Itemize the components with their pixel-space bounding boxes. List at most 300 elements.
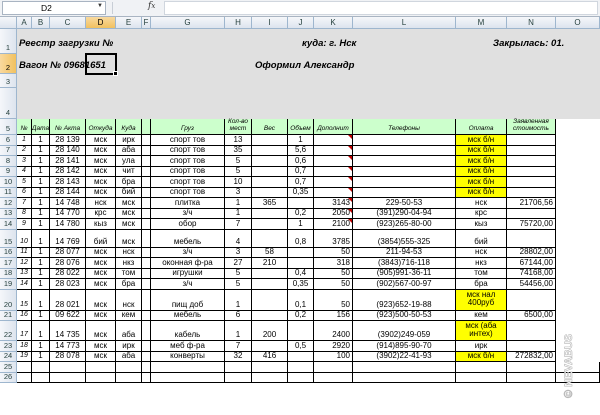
cell-n-row-13[interactable] — [507, 209, 556, 220]
cell-f-row-11[interactable] — [142, 188, 151, 199]
empty-cell-h-row-20[interactable] — [225, 362, 252, 373]
cell-f-row-7[interactable] — [142, 146, 151, 157]
cell-c-row-20[interactable]: 28 021 — [50, 290, 86, 311]
cell-h-row-8[interactable]: 5 — [225, 156, 252, 167]
cell-i-row-15[interactable] — [252, 230, 288, 248]
cell-e-row-13[interactable]: мск — [116, 209, 142, 220]
cell-h-row-17[interactable]: 27 — [225, 258, 252, 269]
cell-m-row-7[interactable]: мск б/н — [456, 146, 507, 157]
cell-c-row-9[interactable]: 28 142 — [50, 167, 86, 178]
row-header-12[interactable]: 12 — [0, 198, 17, 209]
cell-j-row-14[interactable]: 1 — [288, 219, 314, 230]
cell-f-row-10[interactable] — [142, 177, 151, 188]
empty-cell-i-row-21[interactable] — [252, 373, 288, 384]
empty-cell-j-row-21[interactable] — [288, 373, 314, 384]
cell-b-row-15[interactable]: 1 — [32, 230, 50, 248]
cell-a-row-23[interactable]: 18 — [17, 341, 32, 352]
cell-g-row-13[interactable]: з/ч — [151, 209, 225, 220]
cell-n-row-9[interactable] — [507, 167, 556, 178]
empty-cell-d-row-21[interactable] — [86, 373, 116, 384]
cell-g-row-9[interactable]: спорт тов — [151, 167, 225, 178]
row-header-18[interactable]: 18 — [0, 269, 17, 280]
column-header-i[interactable]: I — [252, 17, 288, 29]
cell-b-row-24[interactable]: 1 — [32, 352, 50, 363]
cell-n-row-8[interactable] — [507, 156, 556, 167]
cell-b-row-6[interactable]: 1 — [32, 135, 50, 146]
row-header-7[interactable]: 7 — [0, 146, 17, 157]
cell-a-row-17[interactable]: 12 — [17, 258, 32, 269]
empty-cell-c-row-20[interactable] — [50, 362, 86, 373]
cell-m-row-17[interactable]: нкз — [456, 258, 507, 269]
cell-g-row-14[interactable]: обор — [151, 219, 225, 230]
cell-m-row-20[interactable]: мск нал 400руб — [456, 290, 507, 311]
comment-indicator-icon[interactable] — [348, 167, 352, 171]
cell-a-row-21[interactable]: 16 — [17, 311, 32, 322]
cell-i-row-22[interactable]: 200 — [252, 321, 288, 341]
cell-k-row-11[interactable] — [314, 188, 353, 199]
cell-e-row-6[interactable]: ирк — [116, 135, 142, 146]
cell-a-row-11[interactable]: 6 — [17, 188, 32, 199]
cell-f-row-17[interactable] — [142, 258, 151, 269]
cell-h-row-16[interactable]: 3 — [225, 248, 252, 259]
cell-i-row-7[interactable] — [252, 146, 288, 157]
cell-k-row-15[interactable]: 3785 — [314, 230, 353, 248]
cell-c-row-8[interactable]: 28 141 — [50, 156, 86, 167]
cell-a-row-24[interactable]: 19 — [17, 352, 32, 363]
cell-c-row-14[interactable]: 14 780 — [50, 219, 86, 230]
cell-b-row-10[interactable]: 1 — [32, 177, 50, 188]
cell-h-row-22[interactable]: 1 — [225, 321, 252, 341]
row-header-1[interactable]: 1 — [0, 29, 17, 54]
column-header-h[interactable]: H — [225, 17, 252, 29]
cell-k-row-21[interactable]: 156 — [314, 311, 353, 322]
cell-i-row-10[interactable] — [252, 177, 288, 188]
cell-h-row-10[interactable]: 10 — [225, 177, 252, 188]
cell-k-row-9[interactable] — [314, 167, 353, 178]
comment-indicator-icon[interactable] — [348, 146, 352, 150]
cell-b-row-14[interactable]: 1 — [32, 219, 50, 230]
row-header-8[interactable]: 8 — [0, 156, 17, 167]
cell-f-row-19[interactable] — [142, 279, 151, 290]
cell-b-row-12[interactable]: 1 — [32, 198, 50, 209]
empty-cell-h-row-21[interactable] — [225, 373, 252, 384]
cell-l-row-7[interactable] — [353, 146, 456, 157]
cell-d-row-9[interactable]: мск — [86, 167, 116, 178]
row-header-21[interactable]: 21 — [0, 311, 17, 322]
cell-f-row-18[interactable] — [142, 269, 151, 280]
cell-a-row-16[interactable]: 11 — [17, 248, 32, 259]
cell-j-row-9[interactable]: 0,7 — [288, 167, 314, 178]
fill-handle[interactable] — [113, 71, 118, 76]
empty-cell-a-row-21[interactable] — [17, 373, 32, 384]
empty-cell-c-row-21[interactable] — [50, 373, 86, 384]
cell-l-row-20[interactable]: (923)652-19-88 — [353, 290, 456, 311]
cell-c-row-12[interactable]: 14 748 — [50, 198, 86, 209]
cell-m-row-9[interactable]: мск б/н — [456, 167, 507, 178]
cell-j-row-19[interactable]: 0,35 — [288, 279, 314, 290]
cell-m-row-8[interactable]: мск б/н — [456, 156, 507, 167]
cell-e-row-10[interactable]: бра — [116, 177, 142, 188]
cell-d-row-15[interactable]: бий — [86, 230, 116, 248]
cell-g-row-18[interactable]: игрушки — [151, 269, 225, 280]
cell-l-row-11[interactable] — [353, 188, 456, 199]
cell-j-row-12[interactable] — [288, 198, 314, 209]
cell-m-row-22[interactable]: мск (аба интех) — [456, 321, 507, 341]
cell-f-row-21[interactable] — [142, 311, 151, 322]
cell-g-row-23[interactable]: меб ф-ра — [151, 341, 225, 352]
cell-j-row-7[interactable]: 5,6 — [288, 146, 314, 157]
cell-c-row-13[interactable]: 14 770 — [50, 209, 86, 220]
row-header-24[interactable]: 24 — [0, 352, 17, 363]
cell-f-row-9[interactable] — [142, 167, 151, 178]
cell-b-row-17[interactable]: 1 — [32, 258, 50, 269]
cell-g-row-21[interactable]: мебель — [151, 311, 225, 322]
column-header-n[interactable]: N — [507, 17, 556, 29]
cell-k-row-7[interactable] — [314, 146, 353, 157]
cell-l-row-12[interactable]: 229-50-53 — [353, 198, 456, 209]
cell-d-row-8[interactable]: мск — [86, 156, 116, 167]
cell-g-row-24[interactable]: конверты — [151, 352, 225, 363]
empty-cell-b-row-20[interactable] — [32, 362, 50, 373]
cell-g-row-12[interactable]: плитка — [151, 198, 225, 209]
cell-d-row-20[interactable]: мск — [86, 290, 116, 311]
cell-g-row-15[interactable]: мебель — [151, 230, 225, 248]
comment-indicator-icon[interactable] — [348, 177, 352, 181]
cell-l-row-9[interactable] — [353, 167, 456, 178]
empty-cell-k-row-21[interactable] — [314, 373, 353, 384]
cell-k-row-19[interactable]: 50 — [314, 279, 353, 290]
cell-d-row-16[interactable]: мск — [86, 248, 116, 259]
cell-e-row-18[interactable]: том — [116, 269, 142, 280]
cell-m-row-13[interactable]: крс — [456, 209, 507, 220]
cell-m-row-19[interactable]: бра — [456, 279, 507, 290]
cell-k-row-16[interactable]: 50 — [314, 248, 353, 259]
comment-indicator-icon[interactable] — [348, 188, 352, 192]
cell-m-row-15[interactable]: бий — [456, 230, 507, 248]
cell-d-row-18[interactable]: мск — [86, 269, 116, 280]
cell-g-row-6[interactable]: спорт тов — [151, 135, 225, 146]
cell-a-row-20[interactable]: 15 — [17, 290, 32, 311]
cell-m-row-6[interactable]: мск б/н — [456, 135, 507, 146]
row-header-9[interactable]: 9 — [0, 167, 17, 178]
cell-n-row-21[interactable]: 6500,00 — [507, 311, 556, 322]
cell-n-row-22[interactable] — [507, 321, 556, 341]
cell-i-row-17[interactable]: 210 — [252, 258, 288, 269]
row-header-17[interactable]: 17 — [0, 258, 17, 269]
cell-j-row-20[interactable]: 0,1 — [288, 290, 314, 311]
cell-n-row-18[interactable]: 74168,00 — [507, 269, 556, 280]
cell-h-row-19[interactable]: 5 — [225, 279, 252, 290]
cell-f-row-16[interactable] — [142, 248, 151, 259]
cell-l-row-17[interactable]: (3843)716-118 — [353, 258, 456, 269]
cell-n-row-14[interactable]: 75720,00 — [507, 219, 556, 230]
row-header-26[interactable]: 26 — [0, 373, 17, 384]
cell-b-row-21[interactable]: 1 — [32, 311, 50, 322]
cell-j-row-24[interactable] — [288, 352, 314, 363]
cell-f-row-12[interactable] — [142, 198, 151, 209]
row-header-16[interactable]: 16 — [0, 248, 17, 259]
cell-h-row-9[interactable]: 5 — [225, 167, 252, 178]
cell-k-row-6[interactable] — [314, 135, 353, 146]
cell-i-row-21[interactable] — [252, 311, 288, 322]
cell-n-row-12[interactable]: 21706,56 — [507, 198, 556, 209]
empty-cell-n-row-20[interactable] — [507, 362, 556, 373]
cell-i-row-16[interactable]: 58 — [252, 248, 288, 259]
cell-k-row-14[interactable]: 2100 — [314, 219, 353, 230]
cell-n-row-6[interactable] — [507, 135, 556, 146]
cell-j-row-23[interactable]: 0,5 — [288, 341, 314, 352]
cell-d-row-14[interactable]: кыз — [86, 219, 116, 230]
cell-l-row-19[interactable]: (902)567-00-97 — [353, 279, 456, 290]
cell-a-row-7[interactable]: 2 — [17, 146, 32, 157]
cell-h-row-15[interactable]: 4 — [225, 230, 252, 248]
cell-d-row-23[interactable]: мск — [86, 341, 116, 352]
cell-h-row-14[interactable]: 7 — [225, 219, 252, 230]
cell-c-row-23[interactable]: 14 773 — [50, 341, 86, 352]
cell-c-row-6[interactable]: 28 139 — [50, 135, 86, 146]
cell-g-row-17[interactable]: оконная ф-ра — [151, 258, 225, 269]
cell-a-row-18[interactable]: 13 — [17, 269, 32, 280]
cell-j-row-15[interactable]: 0,8 — [288, 230, 314, 248]
cell-e-row-11[interactable]: бий — [116, 188, 142, 199]
cell-e-row-16[interactable]: нск — [116, 248, 142, 259]
cell-l-row-24[interactable]: (3902)22-41-93 — [353, 352, 456, 363]
cell-i-row-14[interactable] — [252, 219, 288, 230]
cell-j-row-22[interactable] — [288, 321, 314, 341]
cell-a-row-6[interactable]: 1 — [17, 135, 32, 146]
cell-i-row-19[interactable] — [252, 279, 288, 290]
cell-h-row-11[interactable]: 3 — [225, 188, 252, 199]
cell-j-row-13[interactable]: 0,2 — [288, 209, 314, 220]
cell-a-row-12[interactable]: 7 — [17, 198, 32, 209]
cell-h-row-6[interactable]: 13 — [225, 135, 252, 146]
empty-cell-b-row-21[interactable] — [32, 373, 50, 384]
cell-i-row-18[interactable] — [252, 269, 288, 280]
cell-k-row-18[interactable]: 50 — [314, 269, 353, 280]
cell-h-row-20[interactable]: 1 — [225, 290, 252, 311]
cell-k-row-17[interactable]: 318 — [314, 258, 353, 269]
cell-e-row-19[interactable]: бра — [116, 279, 142, 290]
cell-n-row-15[interactable] — [507, 230, 556, 248]
cell-g-row-20[interactable]: пищ доб — [151, 290, 225, 311]
empty-cell-n-row-21[interactable] — [507, 373, 556, 384]
cell-a-row-22[interactable]: 17 — [17, 321, 32, 341]
cell-m-row-12[interactable]: нск — [456, 198, 507, 209]
cell-m-row-16[interactable]: нск — [456, 248, 507, 259]
cell-e-row-9[interactable]: чит — [116, 167, 142, 178]
cell-j-row-21[interactable]: 0,2 — [288, 311, 314, 322]
cell-b-row-22[interactable]: 1 — [32, 321, 50, 341]
cell-d-row-21[interactable]: мск — [86, 311, 116, 322]
row-header-11[interactable]: 11 — [0, 188, 17, 199]
cell-c-row-18[interactable]: 28 022 — [50, 269, 86, 280]
cell-a-row-9[interactable]: 4 — [17, 167, 32, 178]
cell-m-row-14[interactable]: кыз — [456, 219, 507, 230]
cell-a-row-19[interactable]: 14 — [17, 279, 32, 290]
cell-l-row-10[interactable] — [353, 177, 456, 188]
cell-f-row-20[interactable] — [142, 290, 151, 311]
cell-f-row-23[interactable] — [142, 341, 151, 352]
cell-k-row-20[interactable]: 50 — [314, 290, 353, 311]
cell-f-row-13[interactable] — [142, 209, 151, 220]
cell-l-row-14[interactable]: (923)265-80-00 — [353, 219, 456, 230]
cell-l-row-23[interactable]: (914)895-90-70 — [353, 341, 456, 352]
cell-l-row-21[interactable]: (923)500-50-53 — [353, 311, 456, 322]
cell-j-row-10[interactable]: 0,7 — [288, 177, 314, 188]
cell-g-row-10[interactable]: спорт тов — [151, 177, 225, 188]
fx-icon[interactable]: fx — [148, 1, 156, 11]
cell-c-row-19[interactable]: 28 023 — [50, 279, 86, 290]
cell-n-row-19[interactable]: 54456,00 — [507, 279, 556, 290]
column-header-m[interactable]: M — [456, 17, 507, 29]
cell-f-row-14[interactable] — [142, 219, 151, 230]
cell-c-row-7[interactable]: 28 140 — [50, 146, 86, 157]
cell-b-row-9[interactable]: 1 — [32, 167, 50, 178]
cell-n-row-7[interactable] — [507, 146, 556, 157]
cell-l-row-13[interactable]: (391)290-04-94 — [353, 209, 456, 220]
cell-c-row-17[interactable]: 28 076 — [50, 258, 86, 269]
cell-j-row-11[interactable]: 0,35 — [288, 188, 314, 199]
cell-d-row-10[interactable]: мск — [86, 177, 116, 188]
row-header-10[interactable]: 10 — [0, 177, 17, 188]
cell-b-row-7[interactable]: 1 — [32, 146, 50, 157]
column-header-e[interactable]: E — [116, 17, 142, 29]
comment-indicator-icon[interactable] — [348, 219, 352, 223]
cell-l-row-18[interactable]: (905)991-36-11 — [353, 269, 456, 280]
cell-e-row-7[interactable]: аба — [116, 146, 142, 157]
cell-m-row-18[interactable]: том — [456, 269, 507, 280]
empty-cell-l-row-21[interactable] — [353, 373, 456, 384]
cell-j-row-6[interactable]: 1 — [288, 135, 314, 146]
cell-g-row-11[interactable]: спорт тов — [151, 188, 225, 199]
cell-a-row-10[interactable]: 5 — [17, 177, 32, 188]
cell-h-row-24[interactable]: 32 — [225, 352, 252, 363]
empty-cell-e-row-20[interactable] — [116, 362, 142, 373]
cell-h-row-12[interactable]: 1 — [225, 198, 252, 209]
comment-indicator-icon[interactable] — [348, 135, 352, 139]
cell-b-row-23[interactable]: 1 — [32, 341, 50, 352]
row-header-13[interactable]: 13 — [0, 209, 17, 220]
cell-b-row-16[interactable]: 1 — [32, 248, 50, 259]
cell-e-row-20[interactable]: нск — [116, 290, 142, 311]
column-header-a[interactable]: A — [17, 17, 32, 29]
cell-k-row-8[interactable] — [314, 156, 353, 167]
cell-h-row-7[interactable]: 35 — [225, 146, 252, 157]
column-header-f[interactable]: F — [142, 17, 151, 29]
cell-a-row-8[interactable]: 3 — [17, 156, 32, 167]
column-header-j[interactable]: J — [288, 17, 314, 29]
empty-cell-a-row-20[interactable] — [17, 362, 32, 373]
cell-j-row-18[interactable]: 0,4 — [288, 269, 314, 280]
cell-d-row-13[interactable]: крс — [86, 209, 116, 220]
row-header-22[interactable]: 22 — [0, 321, 17, 341]
cell-m-row-23[interactable]: ирк — [456, 341, 507, 352]
comment-indicator-icon[interactable] — [348, 198, 352, 202]
row-header-6[interactable]: 6 — [0, 135, 17, 146]
column-header-d[interactable]: D — [86, 17, 116, 29]
empty-cell-g-row-21[interactable] — [151, 373, 225, 384]
row-header-2[interactable]: 2 — [0, 54, 17, 74]
column-header-l[interactable]: L — [353, 17, 456, 29]
column-header-k[interactable]: K — [314, 17, 353, 29]
empty-cell-m-row-21[interactable] — [456, 373, 507, 384]
cell-f-row-8[interactable] — [142, 156, 151, 167]
row-header-20[interactable]: 20 — [0, 290, 17, 311]
cell-g-row-22[interactable]: кабель — [151, 321, 225, 341]
cell-f-row-24[interactable] — [142, 352, 151, 363]
row-header-3[interactable]: 3 — [0, 74, 17, 88]
cell-c-row-11[interactable]: 28 144 — [50, 188, 86, 199]
cell-e-row-24[interactable]: аба — [116, 352, 142, 363]
cell-i-row-8[interactable] — [252, 156, 288, 167]
cell-l-row-22[interactable]: (3902)249-059 — [353, 321, 456, 341]
cell-g-row-19[interactable]: з/ч — [151, 279, 225, 290]
cell-h-row-18[interactable]: 5 — [225, 269, 252, 280]
empty-cell-d-row-20[interactable] — [86, 362, 116, 373]
cell-f-row-22[interactable] — [142, 321, 151, 341]
formula-input[interactable] — [164, 1, 598, 15]
cell-n-row-17[interactable]: 67144,00 — [507, 258, 556, 269]
row-header-4[interactable]: 4 — [0, 88, 17, 119]
cell-j-row-8[interactable]: 0,6 — [288, 156, 314, 167]
cell-e-row-8[interactable]: ула — [116, 156, 142, 167]
empty-cell-g-row-20[interactable] — [151, 362, 225, 373]
cell-m-row-21[interactable]: кем — [456, 311, 507, 322]
cell-n-row-23[interactable] — [507, 341, 556, 352]
cell-b-row-18[interactable]: 1 — [32, 269, 50, 280]
cell-j-row-17[interactable] — [288, 258, 314, 269]
cell-e-row-23[interactable]: ирк — [116, 341, 142, 352]
cell-i-row-6[interactable] — [252, 135, 288, 146]
row-header-23[interactable]: 23 — [0, 341, 17, 352]
cell-a-row-13[interactable]: 8 — [17, 209, 32, 220]
name-box-dropdown-icon[interactable]: ▼ — [97, 3, 103, 9]
cell-d-row-24[interactable]: мск — [86, 352, 116, 363]
row-header-19[interactable]: 19 — [0, 279, 17, 290]
cell-k-row-23[interactable]: 2920 — [314, 341, 353, 352]
cell-i-row-24[interactable]: 416 — [252, 352, 288, 363]
cell-h-row-21[interactable]: 6 — [225, 311, 252, 322]
column-header-o[interactable]: O — [556, 17, 600, 29]
row-header-25[interactable]: 25 — [0, 362, 17, 373]
cell-c-row-15[interactable]: 14 769 — [50, 230, 86, 248]
cell-c-row-24[interactable]: 28 078 — [50, 352, 86, 363]
cell-n-row-16[interactable]: 28802,00 — [507, 248, 556, 259]
cell-c-row-22[interactable]: 14 735 — [50, 321, 86, 341]
cell-b-row-13[interactable]: 1 — [32, 209, 50, 220]
cell-d-row-7[interactable]: мск — [86, 146, 116, 157]
cell-e-row-21[interactable]: кем — [116, 311, 142, 322]
cell-n-row-24[interactable]: 272832,00 — [507, 352, 556, 363]
row-header-5[interactable]: 5 — [0, 119, 17, 135]
cell-m-row-10[interactable]: мск б/н — [456, 177, 507, 188]
cell-d-row-6[interactable]: мск — [86, 135, 116, 146]
cell-k-row-12[interactable]: 3143 — [314, 198, 353, 209]
cell-n-row-11[interactable] — [507, 188, 556, 199]
cell-i-row-11[interactable] — [252, 188, 288, 199]
cell-g-row-7[interactable]: спорт тов — [151, 146, 225, 157]
cell-f-row-15[interactable] — [142, 230, 151, 248]
cell-e-row-17[interactable]: нкз — [116, 258, 142, 269]
row-header-15[interactable]: 15 — [0, 230, 17, 248]
column-header-g[interactable]: G — [151, 17, 225, 29]
cell-i-row-13[interactable] — [252, 209, 288, 220]
column-header-c[interactable]: C — [50, 17, 86, 29]
cell-i-row-20[interactable] — [252, 290, 288, 311]
empty-cell-e-row-21[interactable] — [116, 373, 142, 384]
cell-l-row-15[interactable]: (3854)555-325 — [353, 230, 456, 248]
cell-h-row-13[interactable]: 1 — [225, 209, 252, 220]
